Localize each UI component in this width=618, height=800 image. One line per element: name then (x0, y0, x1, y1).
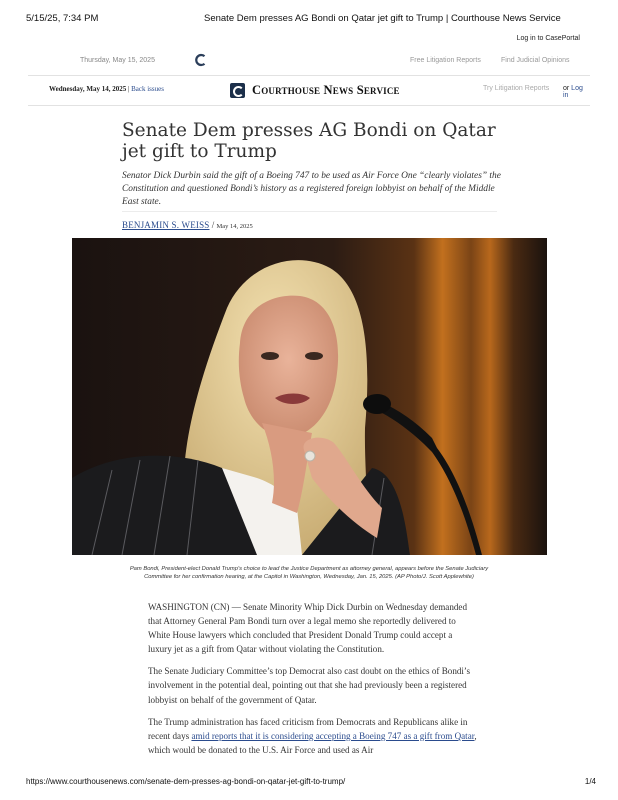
article-photo (72, 238, 547, 555)
body-paragraph: The Senate Judiciary Committee’s top Democrat also cast doubt on the ethics of Bondi’s involvement in the potential deal, pointing out that she had previously been a registered lobbyist on behalf of the government of Qatar. (148, 666, 471, 705)
print-url: https://www.courthousenews.com/senate-dem-presses-ag-bondi-on-qatar-jet-gift-to-trump/ (26, 777, 346, 786)
caseportal-login-link[interactable]: Log in to CasePortal (516, 35, 580, 42)
publish-date: May 14, 2025 (216, 223, 253, 230)
print-datetime: 5/15/25, 7:34 PM (26, 13, 99, 24)
paragraph-text: The Trump administration has faced criticism from Democrats and Republicans alike in recent days (148, 716, 468, 741)
divider (122, 211, 497, 212)
print-header (26, 13, 596, 27)
brand-logo-icon (230, 83, 245, 98)
back-issues-link[interactable]: Back issues (131, 85, 164, 93)
separator: | (126, 85, 132, 93)
edition-date-text: Wednesday, May 14, 2025 (49, 85, 127, 93)
divider (28, 105, 590, 106)
try-litigation-reports-link[interactable]: Try Litigation Reports (483, 85, 550, 92)
or-text: or (563, 85, 572, 92)
byline-separator: / (209, 220, 217, 230)
article-body (148, 600, 478, 765)
free-litigation-reports-link[interactable]: Free Litigation Reports (410, 57, 481, 64)
brand-name: Courthouse News Service (252, 83, 400, 97)
print-footer (26, 777, 596, 789)
login-prompt (563, 85, 590, 99)
print-page-title: Senate Dem presses AG Bondi on Qatar jet gift to Trump | Courthouse News Service (204, 13, 561, 24)
courthouse-logo-icon[interactable] (194, 53, 208, 67)
login-link[interactable]: Log in (563, 85, 583, 99)
top-bar (28, 54, 590, 74)
brand-logo[interactable] (230, 82, 400, 99)
qatar-jet-report-link[interactable]: amid reports that it is considering accepting a Boeing 747 as a gift from Qatar (191, 730, 475, 741)
find-judicial-opinions-link[interactable]: Find Judicial Opinions (501, 57, 570, 64)
print-page-number: 1/4 (584, 777, 596, 786)
byline (122, 220, 253, 230)
edition-date (49, 85, 164, 93)
article-dek: Senator Dick Durbin said the gift of a Boeing 747 to be used as Air Force One “clearly violates” the Constitution and questioned Bondi’s history as a registered foreign lobbyist on behalf of the Middle East state. (122, 171, 501, 207)
body-paragraph (148, 715, 478, 757)
masthead-nav (28, 76, 590, 105)
article-headline: Senate Dem presses AG Bondi on Qatar jet gift to Trump (122, 120, 496, 162)
author-link[interactable]: BENJAMIN S. WEISS (122, 220, 210, 230)
current-date: Thursday, May 15, 2025 (80, 57, 155, 64)
photo-caption: Pam Bondi, President-elect Donald Trump's choice to lead the Justice Department as attorney general, appears before the Senate Judiciary Committee for her confirmation hearing, at the Capitol in Washington, Wednesday, Jan. 15, 2025. (AP Photo/J. Scott Applewhite) (129, 566, 489, 581)
paragraph-text: , which would be donated to the U.S. Air Force and used as Air (148, 730, 477, 755)
body-paragraph: WASHINGTON (CN) — Senate Minority Whip Dick Durbin on Wednesday demanded that Attorney General Pam Bondi turn over a legal memo she reportedly delivered to White House lawyers which concluded that President Donald Trump could accept a luxury jet as a gift from Qatar without violating the Constitution. (148, 602, 468, 655)
